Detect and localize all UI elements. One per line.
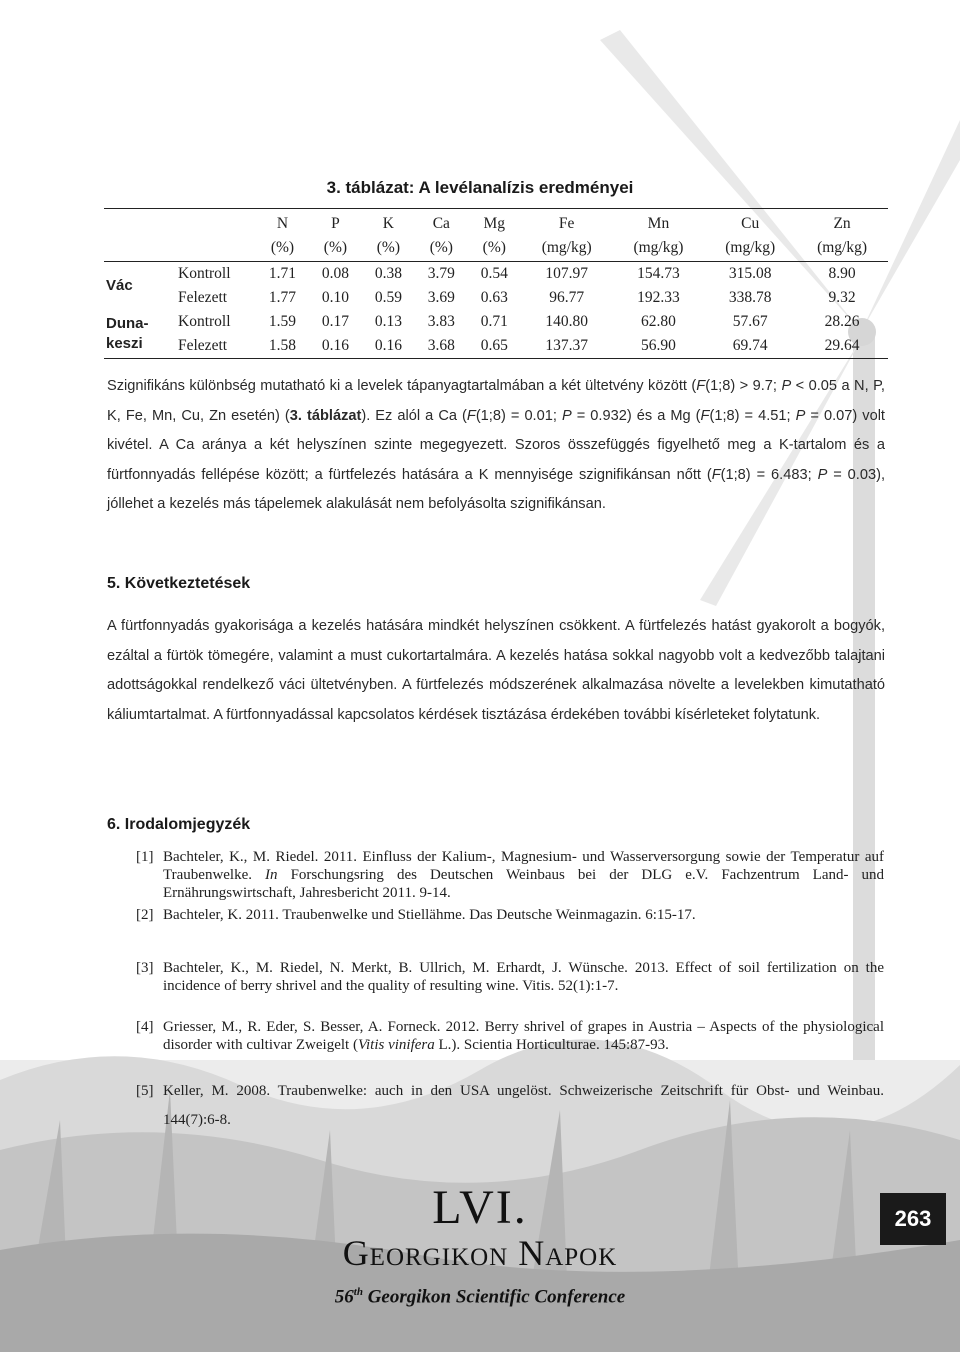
table-cell: 69.74 [732, 337, 768, 354]
treatment-label: Kontroll [178, 265, 231, 282]
treatment-label: Felezett [178, 337, 228, 354]
table-cell: 3.69 [427, 289, 455, 306]
table-cell: 8.90 [828, 265, 856, 282]
reference-number: [3] [136, 960, 154, 976]
table-cell: 96.77 [549, 289, 585, 306]
col-unit: (%) [429, 239, 453, 256]
col-header: K [382, 215, 394, 232]
col-header: Ca [432, 215, 450, 232]
table-cell: 56.90 [641, 337, 676, 354]
table-cell: 1.59 [268, 313, 297, 330]
table-header-row [104, 209, 888, 237]
reference-text: Bachteler, K., M. Riedel, N. Merkt, B. Ullrich, M. Erhardt, J. Wünsche. 2013. Effect of soil fertilization on the incidence of berry shrivel and the quality of resulting wine. Vitis. 52(1):1-7. [163, 960, 884, 994]
table-cell: 1.58 [268, 337, 297, 354]
table-cell: 0.54 [480, 265, 508, 282]
table-cell: 315.08 [728, 265, 772, 282]
table-cell: 1.71 [268, 265, 297, 282]
conclusions-paragraph: A fürtfonnyadás gyakorisága a kezelés hatására mindkét helyszínen csökkent. A fürtfelezés hatást gyakorolt a bogyók, ezáltal a fürtök tömegére, valamint a must cukortartalmára. A kezelés hatása sokkal nagyobb volt a kedvezőbb talajtani adottságokkal rendelkező váci ültetvényben. A fürtfelezés módszerének alkalmazása növelte a levelekben kimutatható káliumtartalmat. A fürtfonnyadással kapcsolatos kérdések tisztázása érdekében további kísérleteket folytatunk. [107, 618, 885, 723]
col-header: P [331, 215, 340, 232]
conference-title: Georgikon Napok [342, 1233, 618, 1273]
col-unit: (%) [323, 239, 348, 256]
col-unit: (%) [376, 239, 400, 256]
col-header: N [276, 215, 289, 232]
table-cell: 0.59 [374, 289, 402, 306]
table-cell: 3.83 [427, 313, 455, 330]
col-unit: (mg/kg) [541, 239, 592, 256]
col-unit: (mg/kg) [725, 239, 776, 256]
table-cell: 338.78 [728, 289, 772, 306]
site-name-line2: keszi [106, 335, 143, 352]
col-unit: (mg/kg) [633, 239, 684, 256]
table-cell: 0.16 [321, 337, 349, 354]
table-unit-row [104, 236, 888, 262]
reference-number: [1] [136, 849, 154, 865]
col-unit: (%) [482, 239, 506, 256]
reference-number: [4] [136, 1019, 154, 1035]
table-cell: 137.37 [545, 337, 588, 354]
section-heading-conclusions: 5. Következtetések [107, 575, 251, 592]
table-row [104, 310, 888, 334]
table-cell: 0.71 [480, 313, 508, 330]
reference-text: Griesser, M., R. Eder, S. Besser, A. Forneck. 2012. Berry shrivel of grapes in Austria – Aspects of the physiological disorder with cultivar Zweigelt (Vitis vinifera L.). Scientia Horticulturae. 145:87-93. [163, 1019, 884, 1053]
table-cell: 192.33 [637, 289, 680, 306]
table-cell: 140.80 [545, 313, 588, 330]
col-header: Mn [647, 215, 670, 232]
table-cell: 3.68 [427, 337, 455, 354]
table-cell: 0.65 [480, 337, 508, 354]
reference-text: Bachteler, K., M. Riedel. 2011. Einfluss der Kalium-, Magnesium- und Wasserversorgung sowie der Temperatur auf Traubenwelke. In Forschungsring des Deutschen Weinbaus bei der DLG e.V. Fachzentrum Land- und Ernährungswirtschaft, Jahresbericht 2011. 9-14. [163, 849, 885, 901]
table-row [104, 334, 888, 359]
table-caption: 3. táblázat: A levélanalízis eredményei [326, 178, 634, 197]
table-cell: 0.08 [321, 265, 349, 282]
col-header: Zn [833, 215, 851, 232]
reference-text: Keller, M. 2008. Traubenwelke: auch in den USA ungelöst. Schweizerische Zeitschrift für Obst- und Weinbau. 144(7):6-8. [163, 1083, 884, 1128]
table-row [104, 286, 888, 310]
table-cell: 9.32 [828, 289, 856, 306]
section-heading-references: 6. Irodalomjegyzék [107, 816, 251, 833]
treatment-label: Felezett [178, 289, 228, 306]
results-paragraph: Szignifikáns különbség mutatható ki a levelek tápanyagtartalmában a két ültetvény között (F(1;8) > 9.7; P < 0.05 a N, P, K, Fe, Mn, Cu, Zn esetén) (3. táblázat). Ez alól a Ca (F(1;8) = 0.01; P = 0.932) és a Mg (F(1;8) = 4.51; P = 0.07) volt kivétel. A Ca aránya a két helyszínen szinte megegyezett. Szoros összefüggés figyelhető meg a K-tartalom és a fürtfonnyadás fellépése között; a fürtfelezés hatására a K mennyisége szignifikánsan nőtt (F(1;8) = 6.483; P = 0.03), jóllehet a kezelés más tápelemek alakulását nem befolyásolta szignifikánsan. [107, 378, 885, 513]
table-cell: 107.97 [545, 265, 588, 282]
treatment-label: Kontroll [178, 313, 231, 330]
table-cell: 0.13 [374, 313, 402, 330]
col-header: Cu [741, 215, 760, 232]
col-header: Fe [558, 215, 575, 232]
table-cell: 0.16 [374, 337, 402, 354]
table-cell: 0.17 [321, 313, 349, 330]
col-unit: (mg/kg) [817, 239, 868, 256]
table-cell: 0.38 [374, 265, 402, 282]
page-number: 263 [880, 1193, 946, 1245]
table-reference: 3. táblázat [289, 407, 362, 424]
conference-volume: LVI. [432, 1181, 528, 1234]
reference-number: [5] [136, 1083, 154, 1099]
table-cell: 0.63 [480, 289, 508, 306]
col-header: Mg [483, 215, 506, 232]
reference-text: Bachteler, K. 2011. Traubenwelke und Stiellähme. Das Deutsche Weinmagazin. 6:15-17. [163, 907, 696, 923]
table-cell: 29.64 [824, 337, 860, 354]
table-cell: 28.26 [824, 313, 860, 330]
table-cell: 3.79 [427, 265, 455, 282]
table-cell: 62.80 [641, 313, 676, 330]
table-cell: 154.73 [637, 265, 680, 282]
table-row [104, 262, 888, 287]
conference-subtitle: 56th Georgikon Scientific Conference [334, 1286, 626, 1308]
site-label-dunakeszi [104, 310, 172, 359]
site-name-line1: Duna- [106, 315, 149, 332]
reference-number: [2] [136, 907, 154, 923]
col-unit: (%) [270, 239, 295, 256]
table-cell: 1.77 [268, 289, 297, 306]
table-cell: 57.67 [732, 313, 768, 330]
site-label-vac: Vác [106, 277, 133, 294]
leaf-analysis-table [104, 208, 888, 359]
table-cell: 0.10 [321, 289, 349, 306]
